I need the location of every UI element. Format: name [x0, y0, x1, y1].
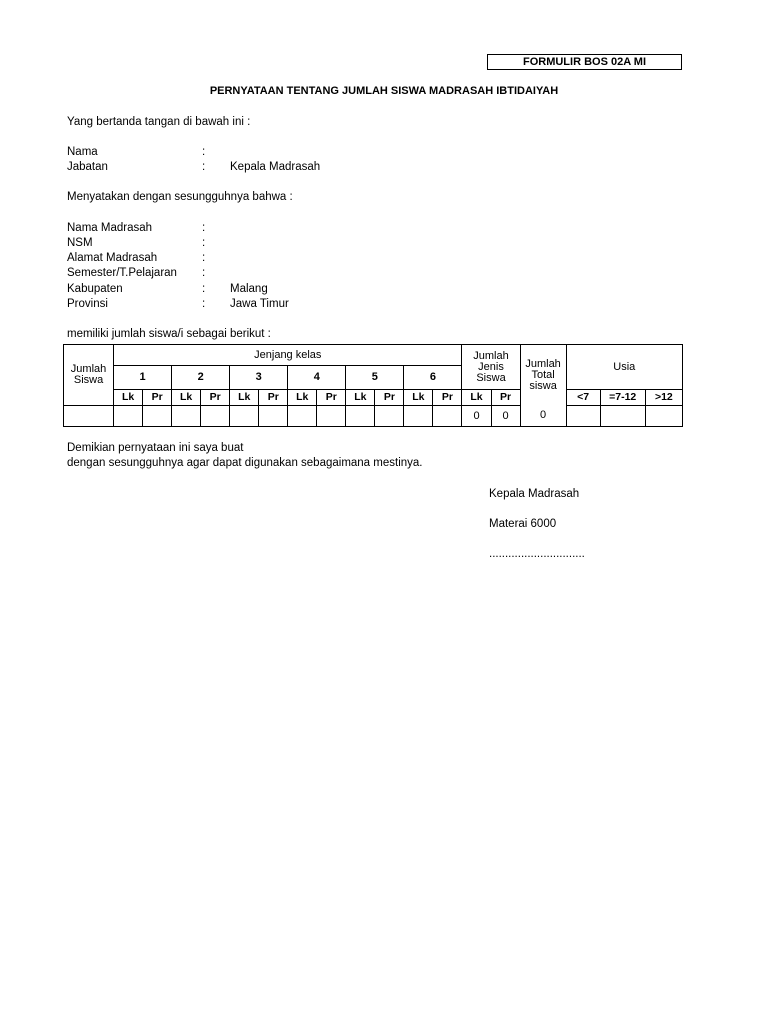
- field-colon: :: [202, 267, 206, 279]
- grade-header-6: 6: [404, 366, 462, 390]
- field-colon: :: [202, 237, 206, 249]
- grade-value-cell: [230, 406, 259, 427]
- field-label: NSM: [67, 237, 93, 249]
- grade-value-cell: [143, 406, 172, 427]
- age-over-12-header: >12: [645, 390, 682, 406]
- field-colon: :: [202, 146, 206, 158]
- gender-lk-header: Lk: [346, 390, 375, 406]
- gender-pr-header: Pr: [201, 390, 230, 406]
- grade-header-3: 3: [230, 366, 288, 390]
- age-group-header: Usia: [566, 345, 682, 390]
- row-header-cell: [64, 345, 114, 406]
- grade-value-cell: [288, 406, 317, 427]
- grade-value-cell: [201, 406, 230, 427]
- field-colon: :: [202, 161, 206, 173]
- student-count-table: [63, 344, 683, 427]
- total-header-line: siswa: [529, 379, 557, 392]
- gender-lk-header: Lk: [404, 390, 433, 406]
- gender-pr-header: Pr: [317, 390, 346, 406]
- field-colon: :: [202, 283, 206, 295]
- total-header-line: Jumlah: [525, 357, 561, 370]
- gender-lk-header: Lk: [172, 390, 201, 406]
- gender-pr-header: Pr: [143, 390, 172, 406]
- gender-lk-header: Lk: [114, 390, 143, 406]
- field-label: Kabupaten: [67, 283, 123, 295]
- jenis-header-line: Siswa: [476, 371, 506, 384]
- jenis-pr-value: 0: [491, 406, 520, 427]
- signature-position: Kepala Madrasah: [489, 488, 580, 500]
- statement-intro: Menyatakan dengan sesungguhnya bahwa :: [67, 191, 293, 203]
- gender-lk-header: Lk: [230, 390, 259, 406]
- signature-stamp: Materai 6000: [489, 518, 557, 530]
- table-intro: memiliki jumlah siswa/i sebagai berikut :: [67, 328, 271, 340]
- grade-header-4: 4: [288, 366, 346, 390]
- row-header-line: Siswa: [73, 374, 104, 386]
- form-code-box: FORMULIR BOS 02A MI: [487, 54, 682, 70]
- age-7-12-header: =7-12: [600, 390, 645, 406]
- age-value-cell: [566, 406, 600, 427]
- grade-value-cell: [404, 406, 433, 427]
- closing-line-1: Demikian pernyataan ini saya buat: [67, 442, 244, 454]
- age-value-cell: [645, 406, 682, 427]
- intro-text: Yang bertanda tangan di bawah ini :: [67, 116, 251, 128]
- field-value: Kepala Madrasah: [230, 161, 321, 173]
- gender-pr-header: Pr: [259, 390, 288, 406]
- total-value: 0: [520, 406, 566, 427]
- field-colon: :: [202, 252, 206, 264]
- field-colon: :: [202, 298, 206, 310]
- field-label: Nama: [67, 146, 98, 158]
- grade-header-2: 2: [172, 366, 230, 390]
- row-header-line: Jumlah: [70, 363, 107, 375]
- grade-value-cell: [346, 406, 375, 427]
- age-value-cell: [600, 406, 645, 427]
- closing-line-2: dengan sesungguhnya agar dapat digunakan sebagaimana mestinya.: [67, 457, 423, 469]
- gender-pr-header: Pr: [491, 390, 520, 406]
- grade-header-5: 5: [346, 366, 404, 390]
- gender-lk-header: Lk: [288, 390, 317, 406]
- grade-value-cell: [433, 406, 462, 427]
- jenis-header-line: Jumlah: [473, 349, 509, 362]
- field-value: Jawa Timur: [230, 298, 289, 310]
- document-title: PERNYATAAN TENTANG JUMLAH SISWA MADRASAH IBTIDAIYAH: [209, 85, 559, 97]
- grade-value-cell: [259, 406, 288, 427]
- jenis-lk-value: 0: [462, 406, 491, 427]
- grade-header-1: 1: [114, 366, 172, 390]
- jenis-header: [462, 345, 520, 390]
- jenis-header-line: Jenis: [478, 360, 504, 373]
- grade-value-cell: [114, 406, 143, 427]
- age-under-7-header: <7: [566, 390, 600, 406]
- grade-value-cell: [375, 406, 404, 427]
- field-label: Alamat Madrasah: [67, 252, 158, 264]
- gender-pr-header: Pr: [433, 390, 462, 406]
- grade-value-cell: [317, 406, 346, 427]
- signature-name-line: ..............................: [489, 548, 585, 560]
- gender-pr-header: Pr: [375, 390, 404, 406]
- row-header-spacer: [64, 406, 114, 427]
- field-label: Jabatan: [67, 161, 108, 173]
- grade-value-cell: [172, 406, 201, 427]
- field-label: Nama Madrasah: [67, 222, 153, 234]
- gender-lk-header: Lk: [462, 390, 491, 406]
- field-colon: :: [202, 222, 206, 234]
- field-label: Provinsi: [67, 298, 108, 310]
- field-label: Semester/T.Pelajaran: [67, 267, 177, 279]
- total-header-line: Total: [531, 368, 555, 381]
- grade-group-header: Jenjang kelas: [114, 345, 462, 366]
- field-value: Malang: [230, 283, 268, 295]
- total-header: [520, 345, 566, 406]
